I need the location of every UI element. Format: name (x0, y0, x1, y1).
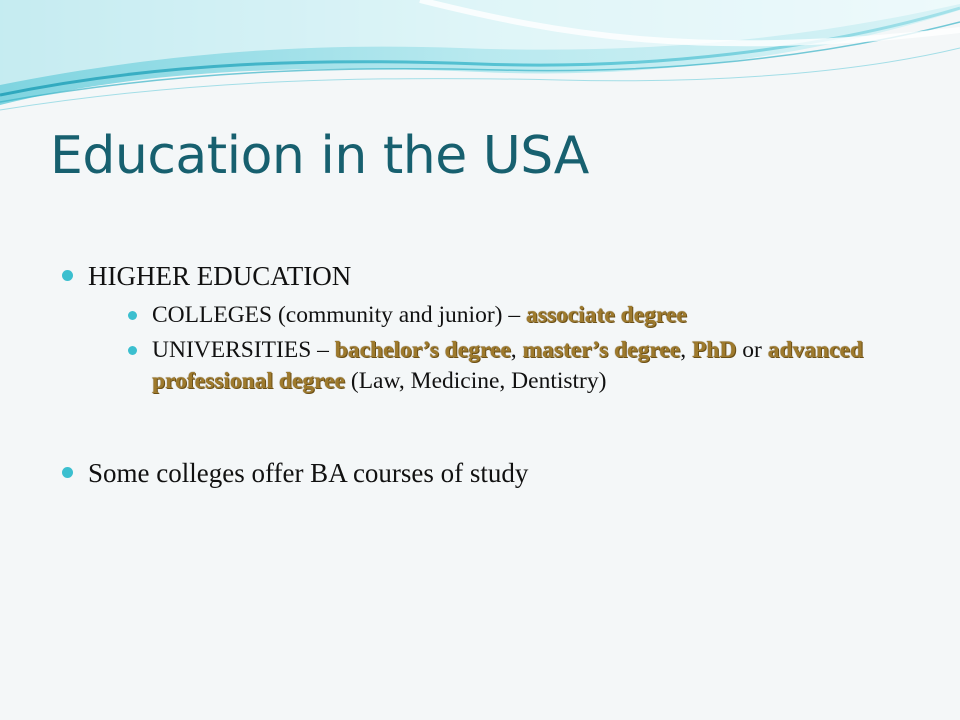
fields-text: (Law, Medicine, Dentistry) (345, 368, 607, 394)
associate-degree-highlight: associate degree (526, 302, 687, 328)
masters-degree-highlight: master’s degree (522, 337, 681, 363)
bullet-text: HIGHER EDUCATION (88, 261, 352, 291)
bullet-list (62, 258, 882, 491)
slide-title: Education in the USA (50, 126, 589, 186)
advanced-professional-degree-highlight: advanced professional degree (152, 337, 864, 394)
sub-bullet-universities (126, 335, 882, 397)
bachelors-degree-highlight: bachelor’s degree (334, 337, 511, 363)
colleges-text: COLLEGES (community and junior) – (152, 302, 526, 328)
bullet-higher-education (62, 258, 882, 397)
phd-highlight: PhD (691, 337, 737, 363)
bullet-ba-courses (62, 455, 882, 491)
separator-text: , (510, 337, 523, 363)
universities-text: UNIVERSITIES – (152, 337, 335, 363)
sub-bullet-colleges (126, 300, 882, 331)
bullet-text: Some colleges offer BA courses of study (88, 458, 529, 488)
separator-text: , (680, 337, 692, 363)
sub-bullet-list (88, 300, 882, 397)
decorative-wave-header (0, 0, 960, 130)
or-text: or (736, 337, 768, 363)
